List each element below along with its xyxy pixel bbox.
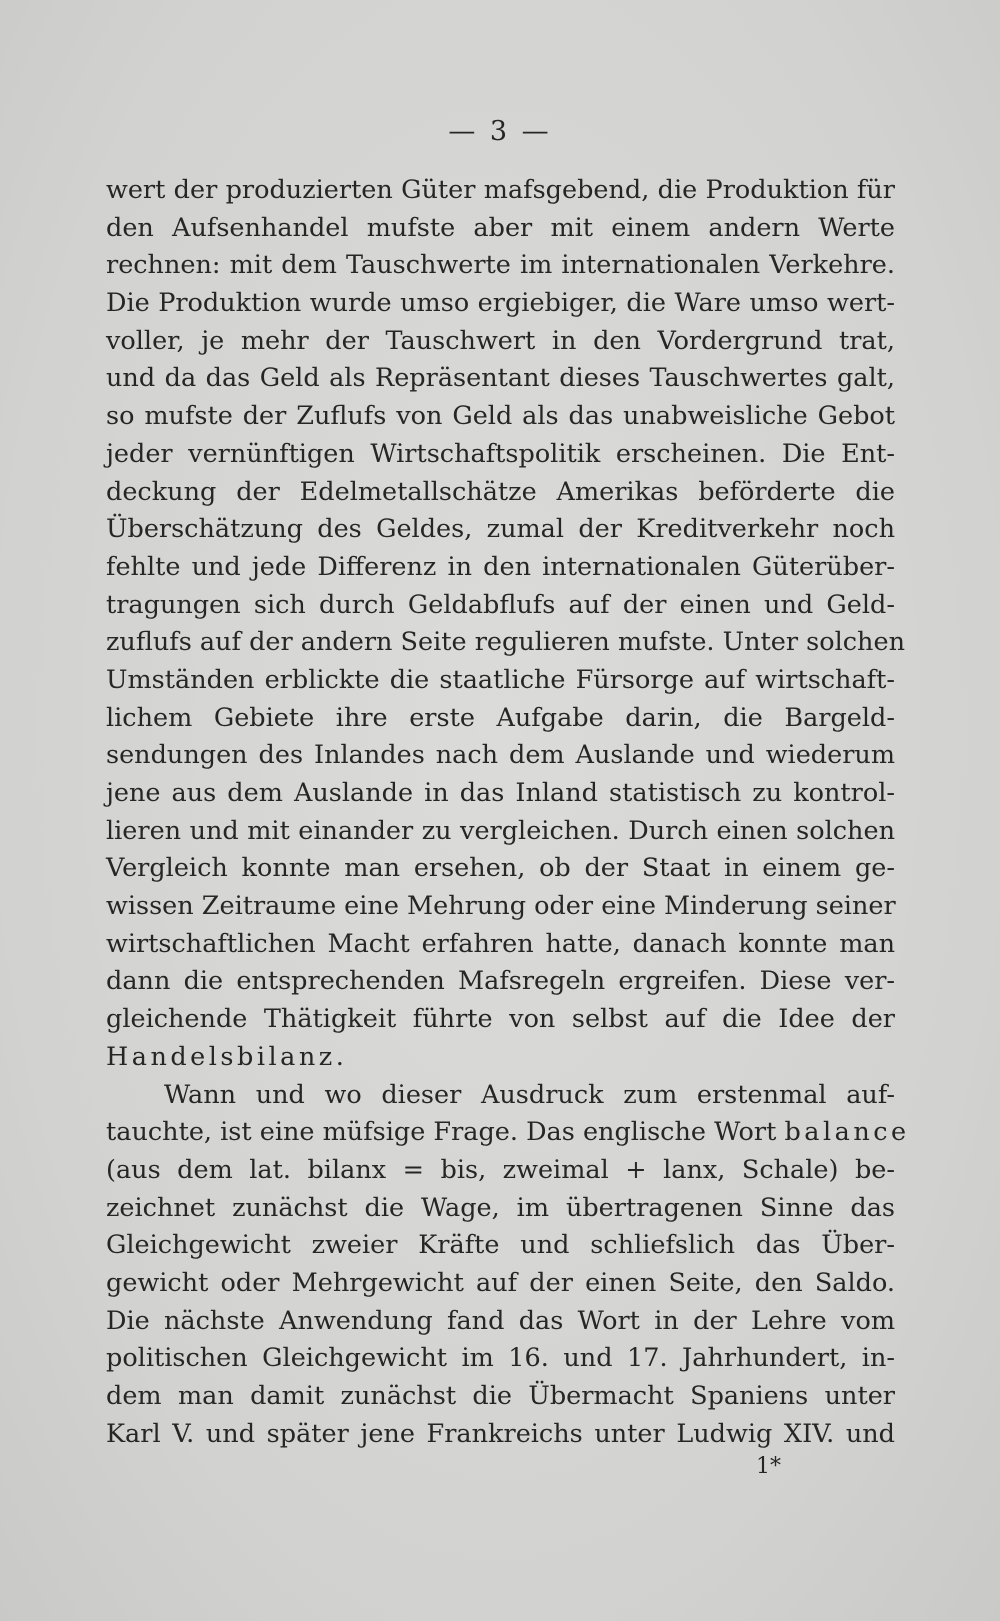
spaced-word-balance: balance (784, 1117, 910, 1148)
text-line: Die Produktion wurde umso ergiebiger, die Ware umso wert- (106, 288, 895, 319)
text-line: lieren und mit einander zu vergleichen. Durch einen solchen (106, 815, 895, 846)
text-line: tragungen sich durch Geldabflufs auf der einen und Geld- (106, 589, 895, 620)
text-line: fehlte und jede Differenz in den internationalen Güterüber- (106, 551, 895, 582)
text-line: zeichnet zunächst die Wage, im übertragenen Sinne das (106, 1192, 895, 1223)
text-line: (aus dem lat. bilanx = bis, zweimal + lanx, Schale) be- (106, 1154, 895, 1185)
text-line: so mufste der Zuflufs von Geld als das unabweisliche Gebot (106, 401, 895, 432)
text-line-handelsbilanz: Handelsbilanz. (106, 1041, 348, 1072)
text-line: voller, je mehr der Tauschwert in den Vordergrund trat, (106, 325, 895, 356)
text-line: Vergleich konnte man ersehen, ob der Staat in einem ge- (106, 853, 895, 884)
text-line: Umständen erblickte die staatliche Fürsorge auf wirtschaft- (106, 664, 895, 695)
text-line: Karl V. und später jene Frankreichs unter Ludwig XIV. und (106, 1418, 895, 1449)
text-line-balance (106, 1114, 910, 1152)
text-line: wirtschaftlichen Macht erfahren hatte, danach konnte man (106, 928, 895, 959)
text-line: dann die entsprechenden Mafsregeln ergreifen. Diese ver- (106, 966, 895, 997)
text-line: Die nächste Anwendung fand das Wort in der Lehre vom (106, 1305, 895, 1336)
signature-mark: 1* (756, 1454, 781, 1479)
body-text (106, 172, 910, 1453)
text-line: den Aufsenhandel mufste aber mit einem andern Werte (106, 212, 895, 243)
text-line: gleichende Thätigkeit führte von selbst auf die Idee der (106, 1004, 895, 1035)
text-line: rechnen: mit dem Tauschwerte im internationalen Verkehre. (106, 250, 895, 281)
text-line: jene aus dem Auslande in das Inland statistisch zu kontrol- (106, 778, 895, 808)
text-line: und da das Geld als Repräsentant dieses Tauschwertes galt, (106, 363, 895, 394)
text-line: politischen Gleichgewicht im 16. und 17. Jahrhundert, in- (106, 1343, 895, 1374)
text-line: wissen Zeitraume eine Mehrung oder eine Minderung seiner (106, 891, 896, 922)
text-line: gewicht oder Mehrgewicht auf der einen Seite, den Saldo. (106, 1267, 895, 1298)
text-line: lichem Gebiete ihre erste Aufgabe darin, die Bargeld- (106, 702, 895, 733)
paragraph-start-line: Wann und wo dieser Ausdruck zum erstenmal auf- (164, 1079, 895, 1110)
text-line: sendungen des Inlandes nach dem Auslande und wiederum (106, 740, 895, 771)
text-line: deckung der Edelmetallschätze Amerikas beförderte die (106, 476, 895, 507)
text-line: dem man damit zunächst die Übermacht Spaniens unter (106, 1381, 895, 1411)
text-line: jeder vernünftigen Wirtschaftspolitik erscheinen. Die Ent- (106, 438, 895, 469)
text-segment: tauchte, ist eine müfsige Frage. Das englische Wort (106, 1117, 785, 1148)
text-line: Überschätzung des Geldes, zumal der Kreditverkehr noch (106, 514, 895, 545)
text-line: wert der produzierten Güter mafsgebend, die Produktion für (106, 175, 895, 205)
page-number: — 3 — (448, 116, 552, 147)
text-line: zuflufs auf der andern Seite regulieren mufste. Unter solchen (106, 627, 905, 658)
text-line: Gleichgewicht zweier Kräfte und schliefslich das Über- (106, 1230, 895, 1261)
